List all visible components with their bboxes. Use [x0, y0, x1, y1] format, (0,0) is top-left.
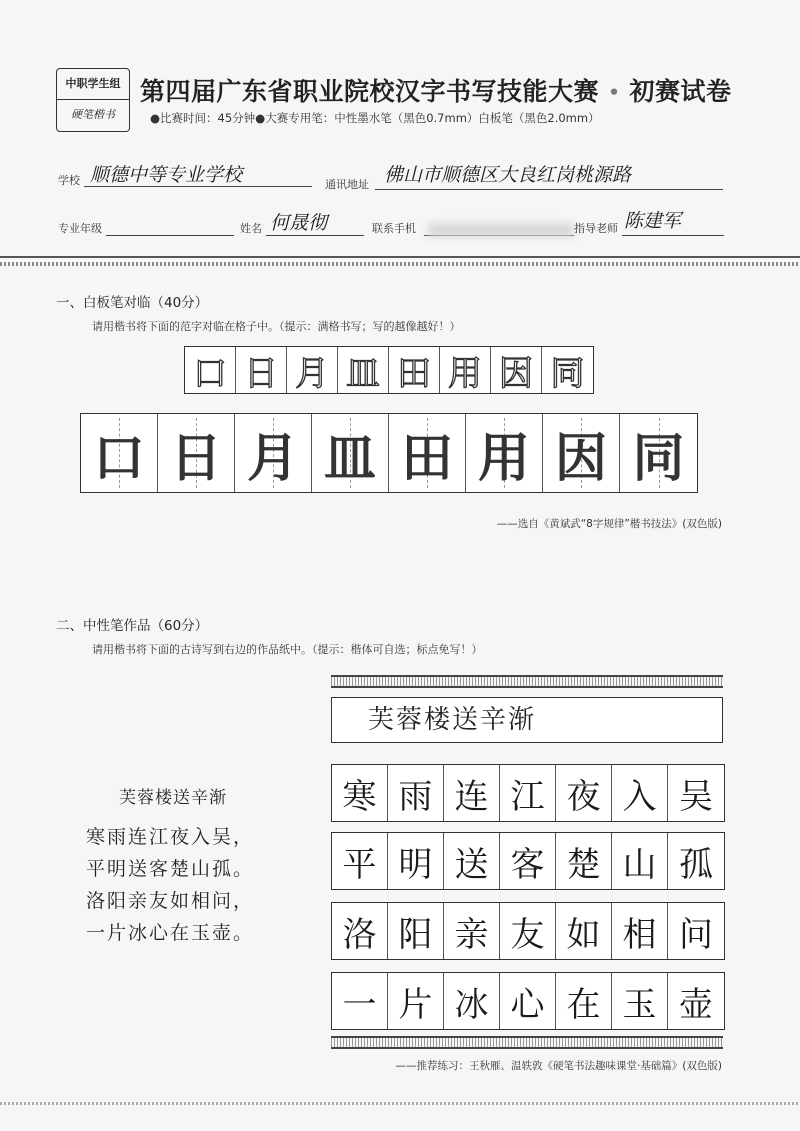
model-char-row	[184, 346, 594, 394]
exam-title-main: 第四届广东省职业院校汉字书写技能大赛	[140, 77, 600, 106]
model-char: 日	[244, 353, 278, 394]
written-char: 口	[92, 428, 145, 489]
model-char: 口	[193, 353, 227, 394]
writing-cell[interactable]	[620, 414, 697, 492]
work-cell[interactable]: 片	[388, 973, 444, 1029]
model-char-cell	[440, 347, 491, 393]
work-cell[interactable]: 雨	[388, 765, 444, 821]
work-cell[interactable]: 冰	[444, 973, 500, 1029]
model-char: 同	[550, 353, 585, 394]
model-char-cell	[338, 347, 389, 393]
work-cell[interactable]: 问	[679, 914, 713, 955]
category-badge	[56, 68, 130, 132]
work-cell[interactable]: 孤	[679, 844, 713, 885]
work-paper-header	[331, 675, 723, 743]
work-cell[interactable]: 如	[556, 903, 612, 959]
written-char: 同	[632, 428, 685, 489]
school-label: 学校	[58, 174, 80, 187]
writing-cell[interactable]	[235, 414, 312, 492]
work-cell[interactable]: 山	[612, 833, 668, 889]
work-cell[interactable]: 一	[332, 973, 388, 1029]
major-field[interactable]	[106, 211, 234, 236]
work-cell[interactable]: 吴	[679, 776, 713, 817]
exam-title-suffix: 初赛试卷	[629, 77, 732, 106]
model-char-cell	[185, 347, 236, 393]
paper-bottom-border	[331, 1036, 723, 1049]
work-cell[interactable]: 友	[500, 903, 556, 959]
exam-subtitle: ●比赛时间：45分钟●大赛专用笔：中性墨水笔（黑色0.7mm）白板笔（黑色2.0mm）	[150, 111, 600, 125]
section2-instruction: 请用楷书将下面的古诗写到右边的作品纸中。（提示：楷体可自选；标点免写！）	[92, 643, 483, 656]
work-cell[interactable]: 玉	[612, 973, 668, 1029]
page-bottom-rule	[0, 1102, 800, 1105]
section1-instruction: 请用楷书将下面的范字对临在格子中。（提示：满格书写；写的越像越好！）	[92, 320, 461, 333]
model-char-cell	[491, 347, 542, 393]
work-cell[interactable]: 夜	[556, 765, 612, 821]
work-row[interactable]	[331, 902, 725, 960]
work-cell[interactable]: 连	[444, 765, 500, 821]
header-divider-top	[0, 256, 800, 258]
header-divider-bottom	[0, 262, 800, 266]
work-cell[interactable]: 在	[556, 973, 612, 1029]
poem-line: 平明送客楚山孤。	[86, 858, 255, 880]
writing-cell[interactable]	[543, 414, 620, 492]
title-dot: •	[608, 82, 621, 104]
work-cell[interactable]: 江	[500, 765, 556, 821]
written-char: 月	[246, 428, 299, 489]
section1-credit: ——选自《黄斌武“8字规律”楷书技法》(双色版)	[496, 518, 722, 530]
poem-line: 洛阳亲友如相问，	[86, 890, 255, 912]
model-char: 用	[448, 353, 482, 394]
copy-writing-row[interactable]	[80, 413, 698, 493]
work-cell[interactable]: 客	[500, 833, 556, 889]
phone-label: 联系手机	[372, 222, 416, 235]
badge-group: 中职学生组	[65, 77, 121, 90]
exam-title	[140, 72, 731, 108]
work-cell[interactable]: 心	[500, 973, 556, 1029]
work-cell[interactable]: 壶	[679, 984, 713, 1025]
section2-title: 二、中性笔作品（60分）	[56, 618, 209, 634]
model-char-cell	[542, 347, 593, 393]
written-char: 因	[554, 428, 607, 489]
section1-title: 一、白板笔对临（40分）	[56, 295, 209, 311]
model-char: 因	[499, 353, 533, 394]
teacher-value: 陈建军	[624, 210, 682, 232]
model-char: 皿	[346, 353, 380, 394]
writing-cell[interactable]	[466, 414, 543, 492]
written-char: 用	[477, 428, 530, 489]
writing-cell[interactable]	[312, 414, 389, 492]
major-label: 专业年级	[58, 222, 102, 235]
writing-cell[interactable]	[81, 414, 158, 492]
work-cell[interactable]: 阳	[388, 903, 444, 959]
work-cell[interactable]: 寒	[332, 765, 388, 821]
model-char-cell	[287, 347, 338, 393]
written-char: 田	[400, 428, 453, 489]
work-cell[interactable]: 洛	[332, 903, 388, 959]
model-char: 田	[397, 353, 431, 394]
work-row[interactable]	[331, 832, 725, 890]
written-char: 皿	[323, 428, 376, 489]
work-cell[interactable]: 亲	[444, 903, 500, 959]
section2-credit: ——推荐练习：王秋雁、温轶敦《硬笔书法趣味课堂·基础篇》(双色版)	[395, 1060, 722, 1072]
work-cell[interactable]: 送	[444, 833, 500, 889]
poem-line: 寒雨连江夜入吴，	[86, 826, 255, 848]
poem-title: 芙蓉楼送辛渐	[119, 788, 227, 808]
name-label: 姓名	[240, 222, 262, 235]
writing-cell[interactable]	[389, 414, 466, 492]
redacted-phone	[428, 223, 574, 237]
school-value: 顺德中等专业学校	[90, 164, 243, 186]
paper-top-border	[331, 675, 723, 688]
work-cell[interactable]: 入	[612, 765, 668, 821]
work-title: 芙蓉楼送辛渐	[331, 697, 723, 743]
model-char: 月	[295, 353, 329, 394]
work-cell[interactable]: 相	[612, 903, 668, 959]
work-row[interactable]	[331, 972, 725, 1030]
work-cell[interactable]: 明	[388, 833, 444, 889]
address-label: 通讯地址	[325, 178, 369, 191]
work-row[interactable]	[331, 764, 725, 822]
work-cell[interactable]: 平	[332, 833, 388, 889]
model-char-cell	[389, 347, 440, 393]
work-cell[interactable]: 楚	[556, 833, 612, 889]
model-char-cell	[236, 347, 287, 393]
badge-style: 硬笔楷书	[57, 99, 129, 122]
poem-line: 一片冰心在玉壶。	[86, 922, 255, 944]
address-value: 佛山市顺德区大良红岗桃源路	[384, 164, 632, 186]
written-char: 日	[169, 428, 222, 489]
name-value: 何晟彻	[270, 212, 328, 234]
teacher-label: 指导老师	[574, 222, 618, 235]
writing-cell[interactable]	[158, 414, 235, 492]
